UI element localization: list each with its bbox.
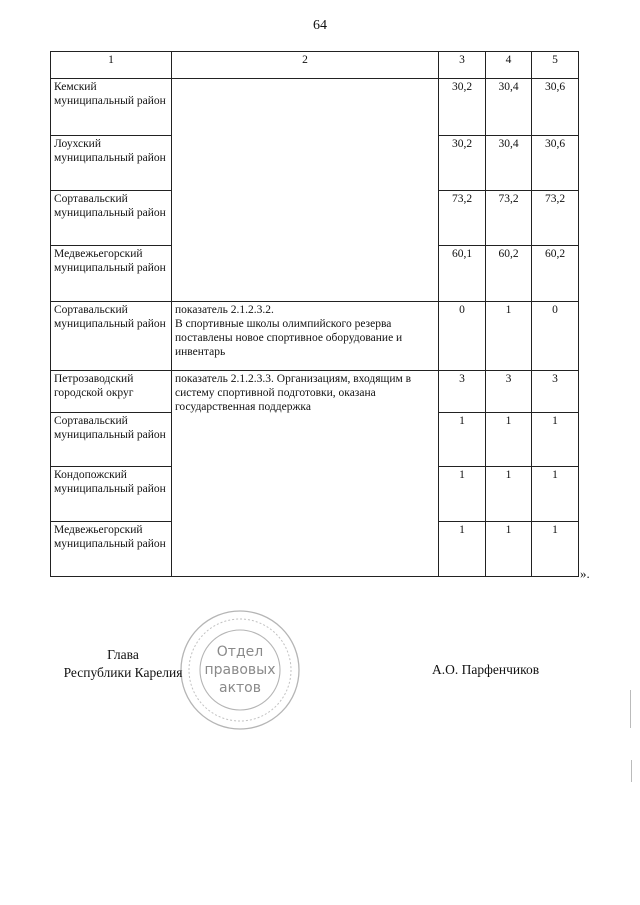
closing-quote: ». bbox=[580, 566, 590, 581]
value-cell: 30,2 bbox=[439, 79, 486, 136]
indicator-table bbox=[50, 51, 579, 577]
indicator-cell-empty bbox=[172, 79, 439, 302]
column-header: 2 bbox=[172, 52, 439, 79]
table-header-row bbox=[51, 52, 579, 79]
column-header: 4 bbox=[486, 52, 532, 79]
district-name: Кондопожский муниципальный район bbox=[51, 467, 172, 522]
value-cell: 1 bbox=[532, 413, 579, 467]
signatory-name: А.О. Парфенчиков bbox=[432, 662, 540, 677]
district-name: Сортавальский муниципальный район bbox=[51, 302, 172, 371]
table-row bbox=[51, 79, 579, 136]
district-name: Кемский муниципальный район bbox=[51, 79, 172, 136]
scan-mark bbox=[631, 760, 632, 782]
district-name: Петрозаводский городской округ bbox=[51, 371, 172, 413]
value-cell: 1 bbox=[532, 467, 579, 522]
value-cell: 30,6 bbox=[532, 79, 579, 136]
value-cell: 1 bbox=[532, 522, 579, 577]
value-cell: 1 bbox=[486, 467, 532, 522]
district-name: Лоухский муниципальный район bbox=[51, 136, 172, 191]
signatory-title-line-2: Республики Карелия bbox=[63, 665, 183, 680]
value-cell: 30,2 bbox=[439, 136, 486, 191]
value-cell: 60,2 bbox=[486, 246, 532, 302]
value-cell: 0 bbox=[439, 302, 486, 371]
table-row bbox=[51, 302, 579, 371]
value-cell: 1 bbox=[486, 302, 532, 371]
page-number: 64 bbox=[313, 18, 327, 33]
column-header: 5 bbox=[532, 52, 579, 79]
value-cell: 73,2 bbox=[486, 191, 532, 246]
stamp-line-2: правовых bbox=[204, 662, 276, 678]
value-cell: 0 bbox=[532, 302, 579, 371]
indicator-description: показатель 2.1.2.3.3. Организациям, входящим в систему спортивной подготовки, оказана государственная поддержка bbox=[172, 371, 439, 577]
stamp-line-3: актов bbox=[218, 680, 262, 696]
column-header: 3 bbox=[439, 52, 486, 79]
value-cell: 3 bbox=[532, 371, 579, 413]
value-cell: 73,2 bbox=[439, 191, 486, 246]
scan-mark bbox=[630, 690, 631, 728]
indicator-description: показатель 2.1.2.3.2. В спортивные школы олимпийского резерва поставлены новое спортивное оборудование и инвентарь bbox=[172, 302, 439, 371]
value-cell: 3 bbox=[486, 371, 532, 413]
table-row bbox=[51, 371, 579, 413]
value-cell: 1 bbox=[486, 413, 532, 467]
district-name: Медвежьегорский муниципальный район bbox=[51, 246, 172, 302]
stamp-line-1: Отдел bbox=[216, 644, 264, 660]
district-name: Медвежьегорский муниципальный район bbox=[51, 522, 172, 577]
value-cell: 30,6 bbox=[532, 136, 579, 191]
value-cell: 1 bbox=[439, 413, 486, 467]
value-cell: 1 bbox=[439, 522, 486, 577]
value-cell: 60,1 bbox=[439, 246, 486, 302]
value-cell: 1 bbox=[486, 522, 532, 577]
value-cell: 30,4 bbox=[486, 136, 532, 191]
signatory-title bbox=[38, 646, 208, 682]
value-cell: 1 bbox=[439, 467, 486, 522]
district-name: Сортавальский муниципальный район bbox=[51, 413, 172, 467]
value-cell: 60,2 bbox=[532, 246, 579, 302]
column-header: 1 bbox=[51, 52, 172, 79]
value-cell: 73,2 bbox=[532, 191, 579, 246]
value-cell: 3 bbox=[439, 371, 486, 413]
signatory-title-line-1: Глава bbox=[107, 647, 139, 662]
district-name: Сортавальский муниципальный район bbox=[51, 191, 172, 246]
value-cell: 30,4 bbox=[486, 79, 532, 136]
